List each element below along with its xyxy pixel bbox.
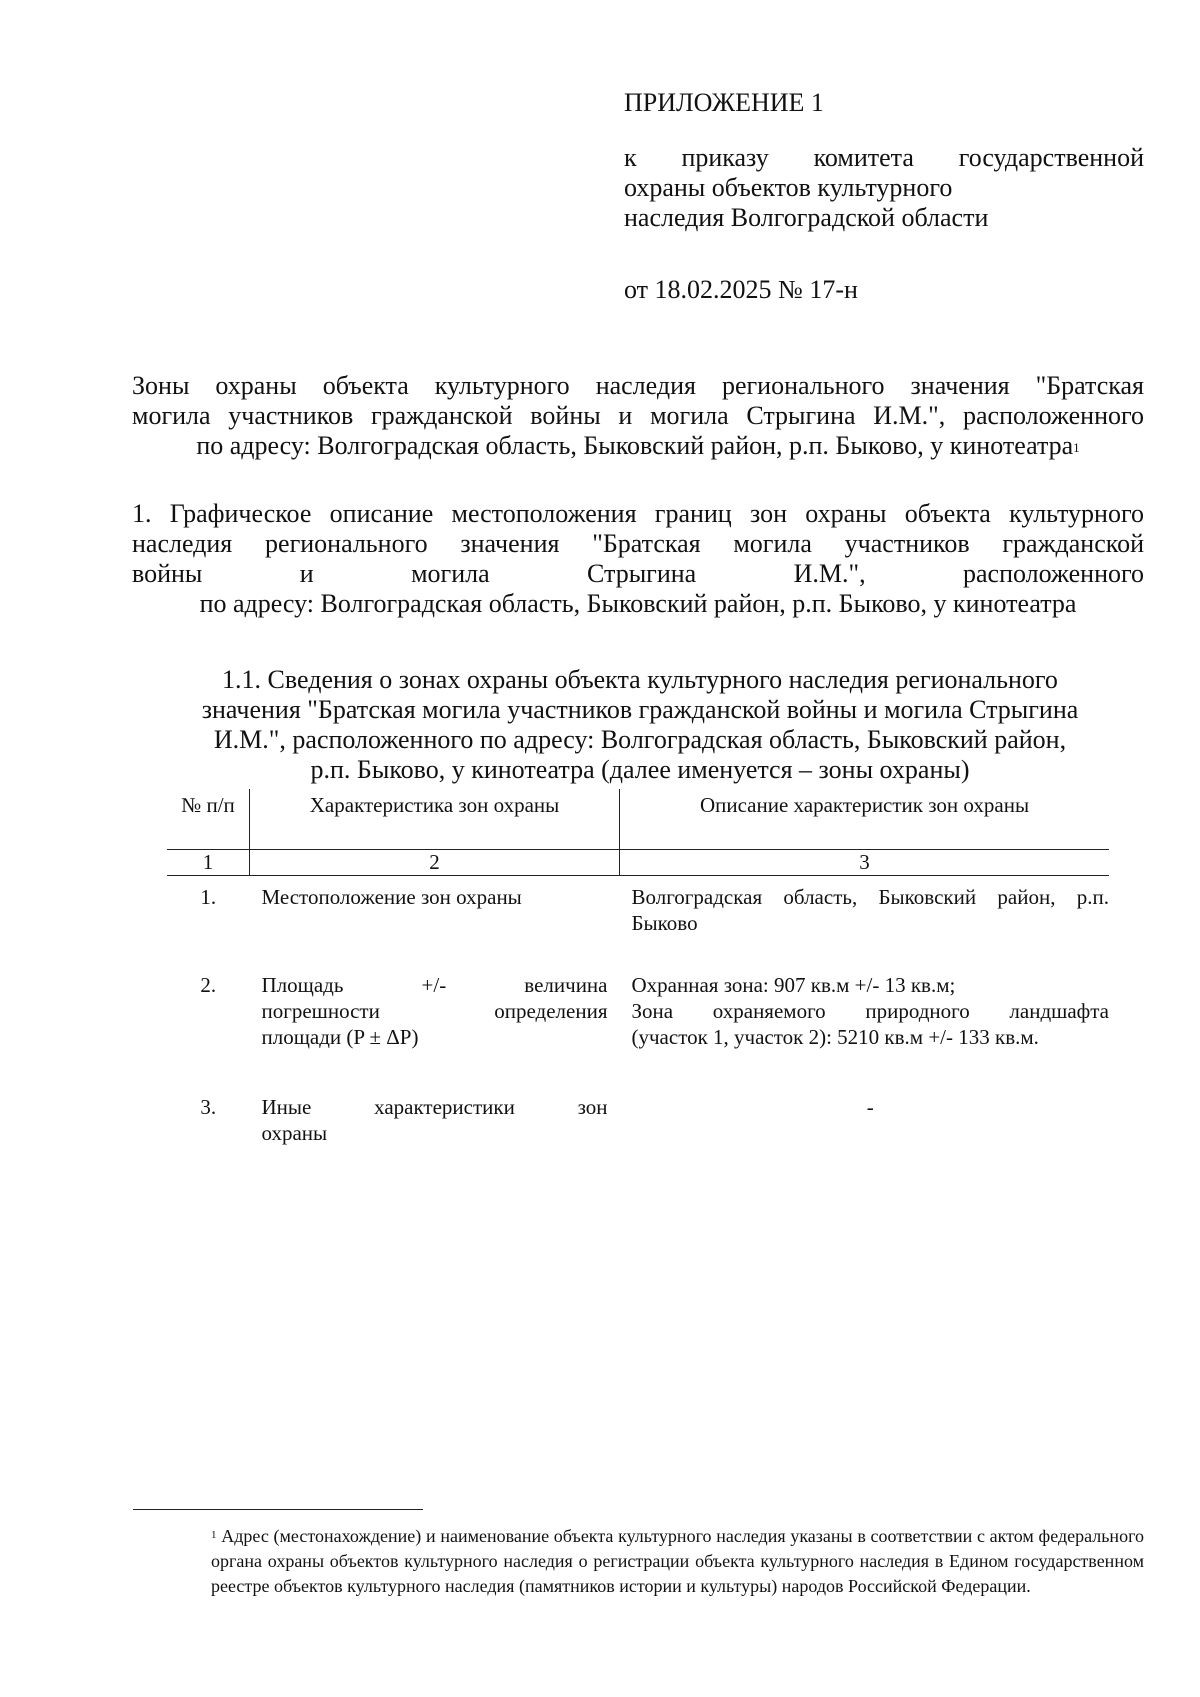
footnote-separator (133, 1509, 423, 1510)
description-line: (участок 1, участок 2): 5210 кв.м +/- 133 кв.м. (631, 1025, 1039, 1049)
row-num: 1. (200, 885, 217, 909)
row-description (620, 964, 1110, 1086)
appendix-order-line: к приказу комитета государственной (624, 143, 1144, 172)
description-line: Зона охраняемого природного ландшафта (631, 999, 1109, 1023)
appendix-order-reference (624, 143, 1144, 233)
row-num: 3. (200, 1095, 217, 1119)
header-description: Описание характеристик зон охраны (620, 789, 1110, 850)
heading-line-text: по адресу: Волгоградская область, Быковский район, р.п. Быково, у кинотеатра (196, 431, 1074, 460)
row-description: Волгоградская область, Быковский район, р.п. Быково (631, 885, 1109, 935)
header-num: № п/п (167, 789, 250, 850)
footnote-body (133, 1524, 1144, 1599)
section-line: по адресу: Волгоградская область, Быковский район, р.п. Быково, у кинотеатра (199, 589, 1077, 618)
footnote-reference[interactable]: 1 (1073, 440, 1080, 455)
appendix-date: от 18.02.2025 № 17-н (624, 275, 858, 304)
footnote (133, 1524, 1144, 1599)
table-row (167, 1086, 1109, 1154)
appendix-order-line: наследия Волгоградской области (624, 203, 989, 232)
table-row (167, 876, 1109, 965)
subsection-line: 1.1. Сведения о зонах охраны объекта культурного наследия регионального (222, 665, 1058, 694)
row-characteristic (250, 964, 620, 1086)
row-characteristic: Местоположение зон охраны (261, 885, 522, 909)
characteristic-line: охраны (261, 1121, 328, 1145)
empty-value-dash: - (866, 1095, 874, 1119)
heading-line: могила участников гражданской войны и могила Стрыгина И.М.", расположенного (132, 401, 1144, 430)
characteristic-line: погрешности определения (261, 999, 608, 1023)
subsection-1-1-heading (150, 665, 1130, 785)
heading-line (132, 431, 1144, 461)
table-column-numbers-row (167, 850, 1109, 876)
row-description (620, 1086, 1110, 1154)
heading-line: Зоны охраны объекта культурного наследия регионального значения "Братская (132, 371, 1144, 400)
subsection-line: р.п. Быково, у кинотеатра (далее именуется – зоны охраны) (310, 755, 970, 784)
table-header-row (167, 789, 1109, 850)
section-line: войны и могила Стрыгина И.М.", расположенного (132, 559, 1144, 588)
column-number: 1 (167, 850, 250, 876)
document-heading (132, 371, 1144, 461)
footnote-text: Адрес (местонахождение) и наименование объекта культурного наследия указаны в соответствии с актом федерального органа охраны объектов культурного наследия о регистрации объекта культурного наследия в Едином государственном реестре объектов культурного наследия (памятников истории и культуры) народов Российской Федерации. (211, 1526, 1144, 1596)
characteristic-line: Площадь +/- величина (261, 973, 608, 997)
column-number: 3 (620, 850, 1110, 876)
header-characteristic: Характеристика зон охраны (250, 789, 620, 850)
footnote-mark: 1 (211, 1529, 217, 1541)
table-row (167, 964, 1109, 1086)
appendix-title: ПРИЛОЖЕНИЕ 1 (624, 88, 824, 117)
row-num: 2. (200, 973, 217, 997)
section-line: 1. Графическое описание местоположения границ зон охраны объекта культурного (132, 499, 1144, 528)
zones-table (167, 789, 1109, 1154)
section-line: наследия регионального значения "Братская могила участников гражданской (132, 529, 1144, 558)
column-number: 2 (250, 850, 620, 876)
subsection-line: значения "Братская могила участников гражданской войны и могила Стрыгина (201, 695, 1079, 724)
appendix-order-line: охраны объектов культурного (624, 173, 953, 202)
row-characteristic (250, 1086, 620, 1154)
characteristic-line: Иные характеристики зон (261, 1095, 608, 1119)
subsection-line: И.М.", расположенного по адресу: Волгоградская область, Быковский район, (213, 725, 1067, 754)
description-line: Охранная зона: 907 кв.м +/- 13 кв.м; (631, 973, 956, 997)
section-1-heading (132, 499, 1144, 619)
characteristic-line: площади (P ± ΔP) (261, 1025, 419, 1049)
